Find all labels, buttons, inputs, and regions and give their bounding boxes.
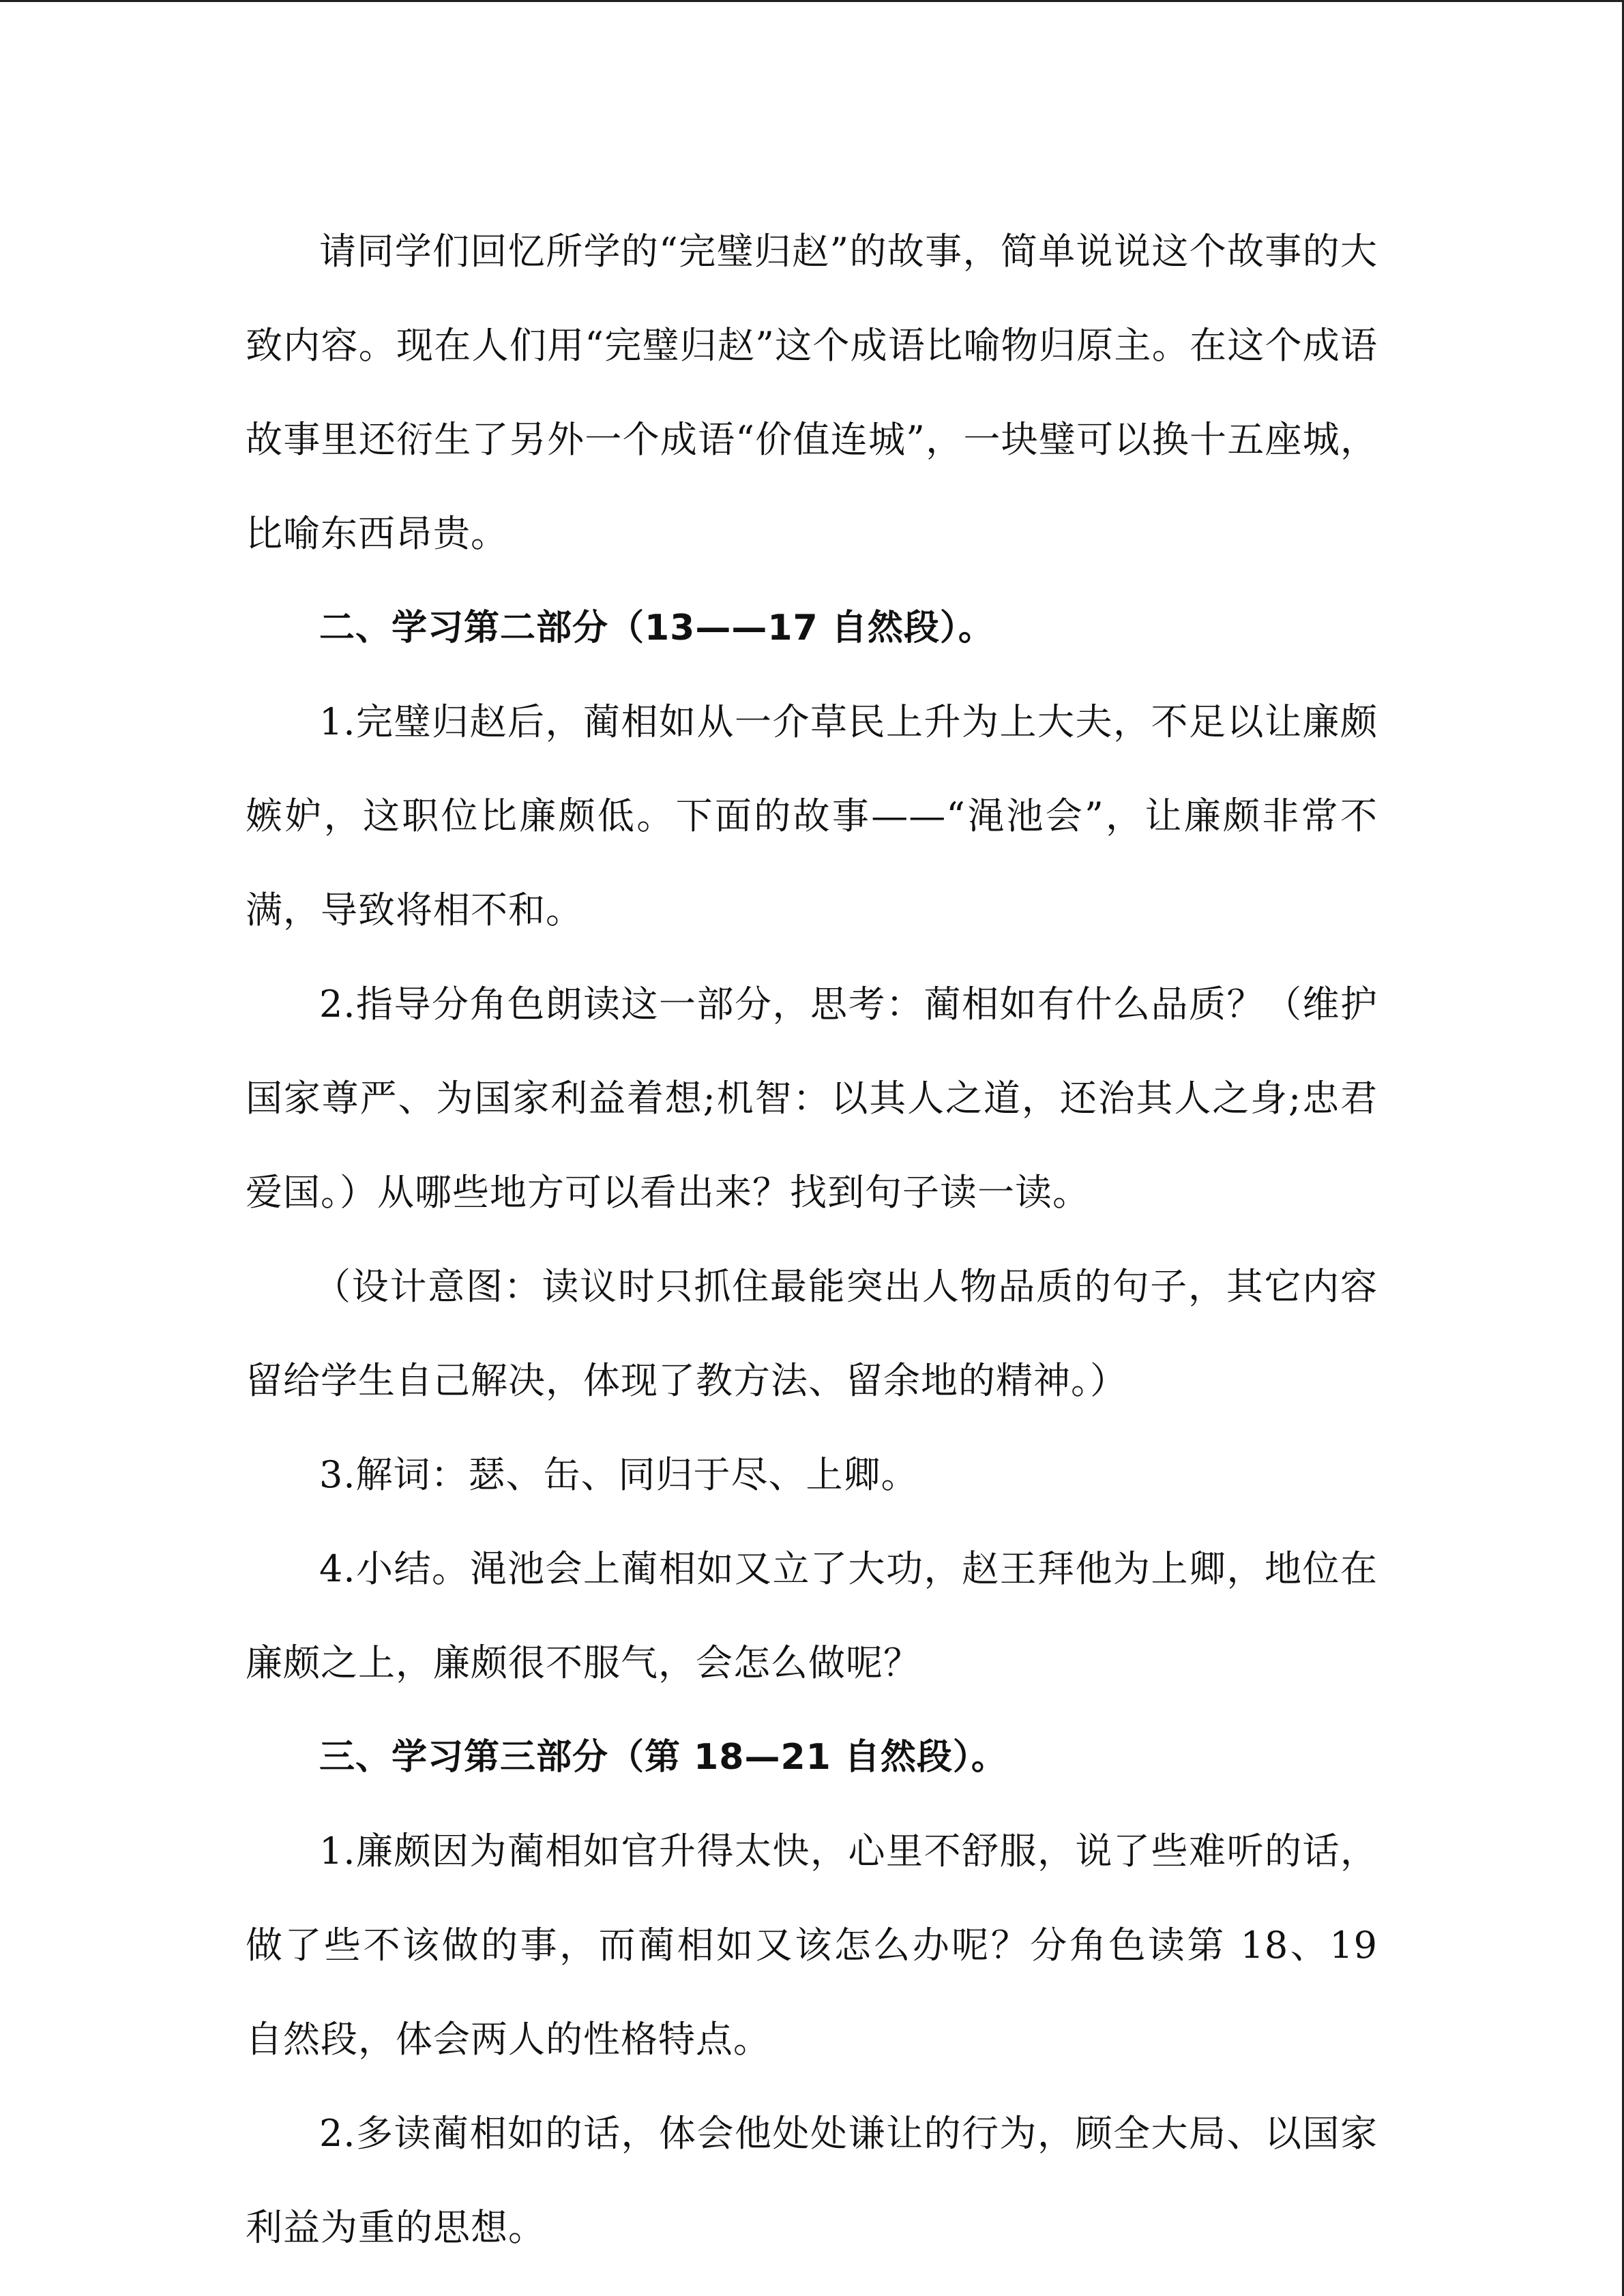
section-two-item-2: 2.指导分角色朗读这一部分，思考：蔺相如有什么品质？（维护国家尊严、为国家利益着想;机智：以其人之道，还治其人之身;忠君爱国。）从哪些地方可以看出来？找到句子读一读。 (246, 983, 1378, 1214)
section-three-item-2: 2.多读蔺相如的话，体会他处处谦让的行为，顾全大局、以国家利益为重的思想。 (246, 2112, 1378, 2249)
section-two-item-3: 3.解词：瑟、缶、同归于尽、上卿。 (319, 1453, 919, 1496)
section-three-item-1: 1.廉颇因为蔺相如官升得太快，心里不舒服，说了些难听的话，做了些不该做的事，而蔺相如又该怎么办呢？分角色读第 18、19 自然段，体会两人的性格特点。 (246, 1830, 1378, 2061)
document-body (246, 205, 1378, 2275)
section-two-heading: 二、学习第二部分（13——17 自然段）。 (319, 608, 994, 648)
page-top-border (0, 0, 1624, 2)
section-two-item-4: 4.小结。渑池会上蔺相如又立了大功，赵王拜他为上卿，地位在廉颇之上，廉颇很不服气，会怎么做呢？ (246, 1547, 1378, 1684)
design-intent-note: （设计意图：读议时只抓住最能突出人物品质的句子，其它内容留给学生自己解决，体现了教方法、留余地的精神。） (246, 1265, 1378, 1402)
section-two-item-1: 1.完璧归赵后，蔺相如从一介草民上升为上大夫，不足以让廉颇嫉妒，这职位比廉颇低。下面的故事——“渑池会”，让廉颇非常不满，导致将相不和。 (246, 700, 1378, 931)
section-three-heading: 三、学习第三部分（第 18—21 自然段）。 (319, 1737, 1007, 1778)
intro-paragraph: 请同学们回忆所学的“完璧归赵”的故事，简单说说这个故事的大致内容。现在人们用“完璧归赵”这个成语比喻物归原主。在这个成语故事里还衍生了另外一个成语“价值连城”，一块璧可以换十五座城，比喻东西昂贵。 (246, 230, 1378, 555)
